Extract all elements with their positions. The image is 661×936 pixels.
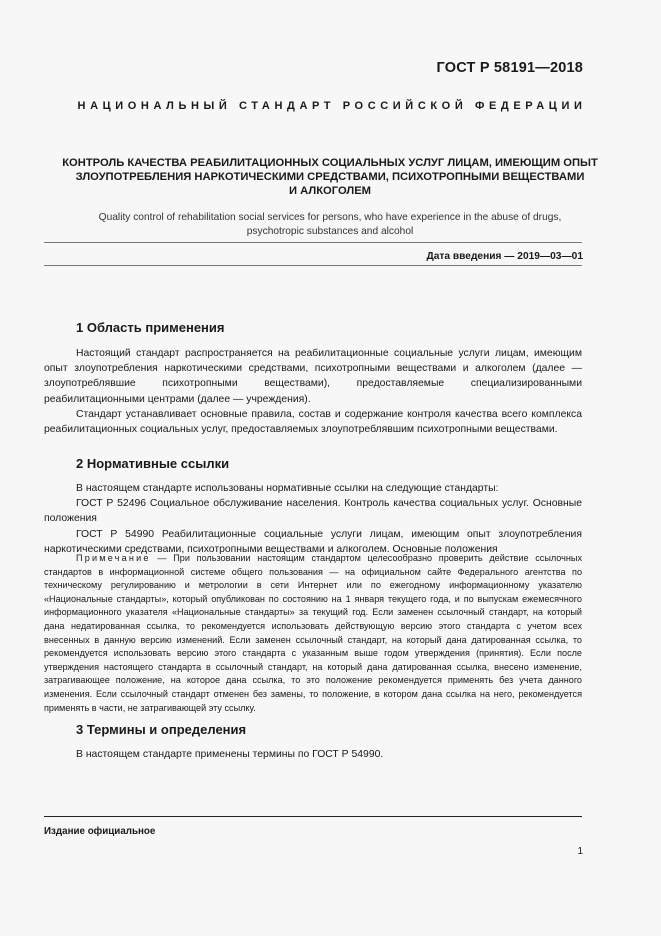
title-line-3: И АЛКОГОЛЕМ — [289, 185, 371, 197]
section-2-reference-2: ГОСТ Р 54990 Реабилитационные социальные услуги лицам, имеющим опыт злоупотребления наркотическими средствами, психотропными веществами и алкоголем. Основные положения — [44, 528, 582, 555]
divider-top — [44, 242, 582, 243]
introduction-date: Дата введения — 2019—03—01 — [426, 251, 583, 262]
divider-bottom — [44, 265, 582, 266]
title-line-1: КОНТРОЛЬ КАЧЕСТВА РЕАБИЛИТАЦИОННЫХ СОЦИАЛЬНЫХ УСЛУГ ЛИЦАМ, ИМЕЮЩИМ ОПЫТ — [62, 157, 598, 169]
footer-divider — [44, 816, 582, 817]
national-standard-banner: НАЦИОНАЛЬНЫЙ СТАНДАРТ РОССИЙСКОЙ ФЕДЕРАЦИИ — [77, 100, 587, 112]
official-edition-label: Издание официальное — [44, 826, 156, 837]
section-2-body — [44, 481, 582, 557]
section-1-paragraph-2: Стандарт устанавливает основные правила, состав и содержание контроля качества всего комплекса реабилитационных социальных услуг, предоставляемых злоупотреблявшим психотропными веществами. — [44, 408, 582, 436]
section-2-reference-1: ГОСТ Р 52496 Социальное обслуживание населения. Контроль качества социальных услуг. Основные положения — [44, 498, 582, 525]
note-text: — При пользовании настоящим стандартом целесообразно проверить действие ссылочных стандартов в информационной системе общего пользования — на официальном сайте Федерального агентства по техническому регулированию и метрологии в сети Интернет или по ежегодному информационному указателю «Национальные стандарты», который опубликован по состоянию на 1 января текущего года, и по выпускам ежемесячного информационного указателя «Национальные стандарты» за текущий год. Если заменен ссылочный стандарт, на который дана недатированная ссылка, то рекомендуется использовать действующую версию этого стандарта с учетом всех внесенных в данную версию изменений. Если заменен ссылочный стандарт, на который дана датированная ссылка, то рекомендуется использовать версию этого стандарта с указанным выше годом утверждения (принятия). Если после утверждения настоящего стандарта в ссылочный стандарт, на который дана датированная ссылка, внесено изменение, затрагивающее положение, на которое дана ссылка, то это положение рекомендуется применять без учета данного изменения. Если ссылочный стандарт отменен без замены, то положение, в котором дана ссылка на него, рекомендуется применять в части, не затрагивающей эту ссылку. — [44, 553, 582, 713]
english-title-line-2: psychotropic substances and alcohol — [246, 225, 414, 237]
section-2-heading: 2 Нормативные ссылки — [76, 456, 230, 471]
section-1-body — [44, 346, 582, 437]
note-label: Примечание — [76, 553, 151, 563]
section-3-body — [44, 747, 582, 762]
title-line-2: ЗЛОУПОТРЕБЛЕНИЯ НАРКОТИЧЕСКИМИ СРЕДСТВАМИ, ПСИХОТРОПНЫМИ ВЕЩЕСТВАМИ — [75, 171, 585, 183]
section-1-heading: 1 Область применения — [76, 320, 225, 335]
standard-code: ГОСТ Р 58191—2018 — [436, 60, 583, 76]
section-3-heading: 3 Термины и определения — [76, 722, 247, 737]
section-2-note — [44, 552, 582, 715]
page-number: 1 — [577, 846, 583, 857]
section-3-paragraph-1: В настоящем стандарте применены термины по ГОСТ Р 54990. — [76, 749, 384, 760]
document-title — [60, 156, 600, 198]
section-2-paragraph-1: В настоящем стандарте использованы нормативные ссылки на следующие стандарты: — [76, 483, 499, 494]
section-1-paragraph-1: Настоящий стандарт распространяется на реабилитационные социальные услуги лицам, имеющим опыт злоупотребления наркотическими средствами, психотропными веществами и алкоголем (далее — злоупотреблявшие психотропными веществами), предоставляемые специализированными реабилитационными центрами (далее — учреждения). — [44, 348, 582, 405]
english-title — [60, 211, 600, 238]
english-title-line-1: Quality control of rehabilitation social services for persons, who have experience in the abuse of drugs, — [98, 212, 562, 223]
